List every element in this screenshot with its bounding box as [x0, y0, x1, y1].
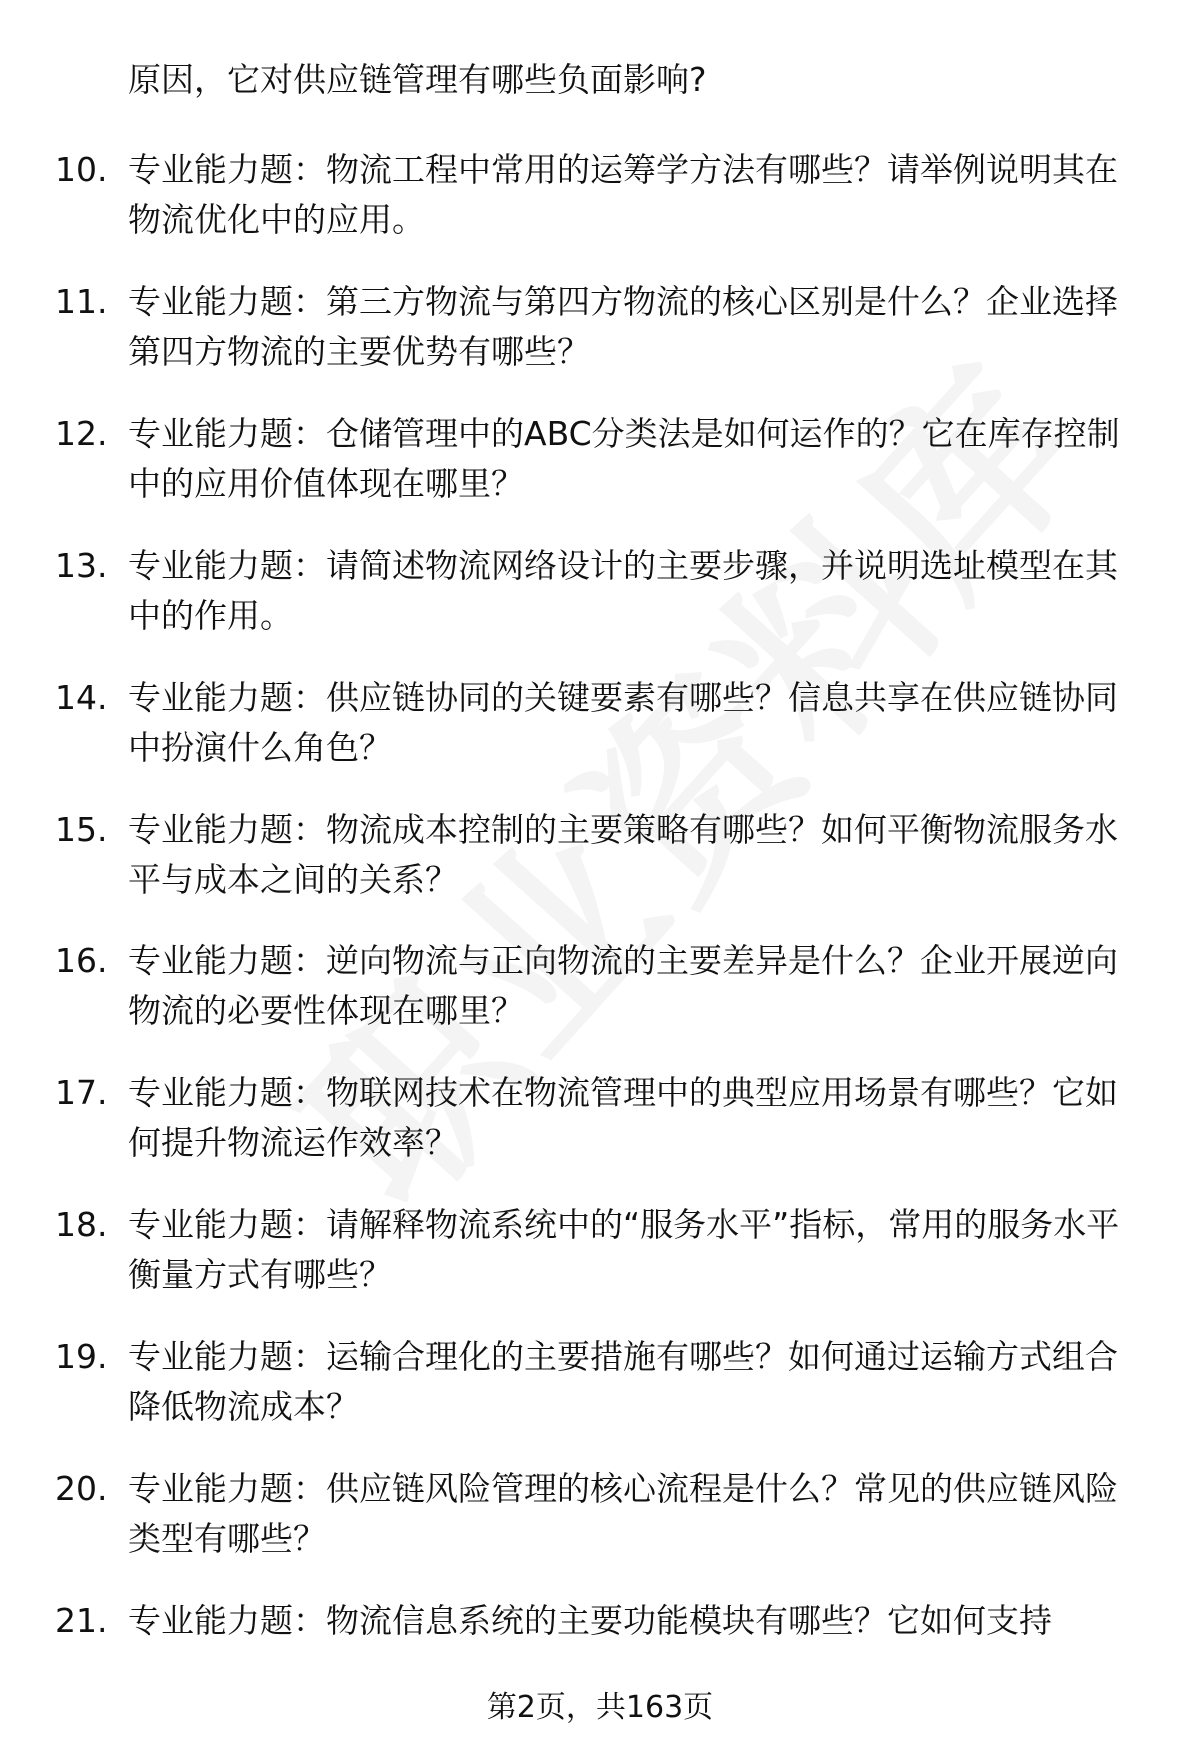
question-number: 14.: [55, 678, 108, 717]
question-number: 18.: [55, 1205, 108, 1244]
question-text: 专业能力题：逆向物流与正向物流的主要差异是什么？企业开展逆向物流的必要性体现在哪里？: [128, 941, 1118, 1030]
question-text: 专业能力题：物流工程中常用的运筹学方法有哪些？请举例说明其在物流优化中的应用。: [128, 150, 1118, 239]
question-number: 15.: [55, 810, 108, 849]
question-number: 19.: [55, 1337, 108, 1376]
question-text: 专业能力题：物流信息系统的主要功能模块有哪些？它如何支持: [128, 1601, 1052, 1640]
page-number: 第2页，共163页: [486, 1690, 714, 1725]
question-number: 20.: [55, 1469, 108, 1508]
question-number: 16.: [55, 941, 108, 980]
question-text: 专业能力题：运输合理化的主要措施有哪些？如何通过运输方式组合降低物流成本？: [128, 1337, 1118, 1426]
question-number: 12.: [55, 414, 108, 453]
question-text: 专业能力题：物联网技术在物流管理中的典型应用场景有哪些？它如何提升物流运作效率？: [128, 1073, 1118, 1162]
question-number: 21.: [55, 1601, 108, 1640]
continued-question-text: 原因，它对供应链管理有哪些负面影响?: [128, 60, 707, 99]
question-number: 10.: [55, 150, 108, 189]
question-text: 专业能力题：第三方物流与第四方物流的核心区别是什么？企业选择第四方物流的主要优势有哪些？: [128, 282, 1118, 371]
question-number: 17.: [55, 1073, 108, 1112]
question-number: 11.: [55, 282, 108, 321]
question-text: 专业能力题：物流成本控制的主要策略有哪些？如何平衡物流服务水平与成本之间的关系？: [128, 810, 1118, 899]
question-text: 专业能力题：供应链协同的关键要素有哪些？信息共享在供应链协同中扮演什么角色？: [128, 678, 1118, 767]
page-footer: [0, 1688, 1200, 1728]
question-text: 专业能力题：供应链风险管理的核心流程是什么？常见的供应链风险类型有哪些？: [128, 1469, 1118, 1558]
question-text: 专业能力题：仓储管理中的ABC分类法是如何运作的？它在库存控制中的应用价值体现在哪里？: [128, 414, 1120, 503]
question-number: 13.: [55, 546, 108, 585]
question-text: 专业能力题：请解释物流系统中的“服务水平”指标，常用的服务水平衡量方式有哪些？: [128, 1205, 1120, 1294]
question-text: 专业能力题：请简述物流网络设计的主要步骤，并说明选址模型在其中的作用。: [128, 546, 1118, 635]
